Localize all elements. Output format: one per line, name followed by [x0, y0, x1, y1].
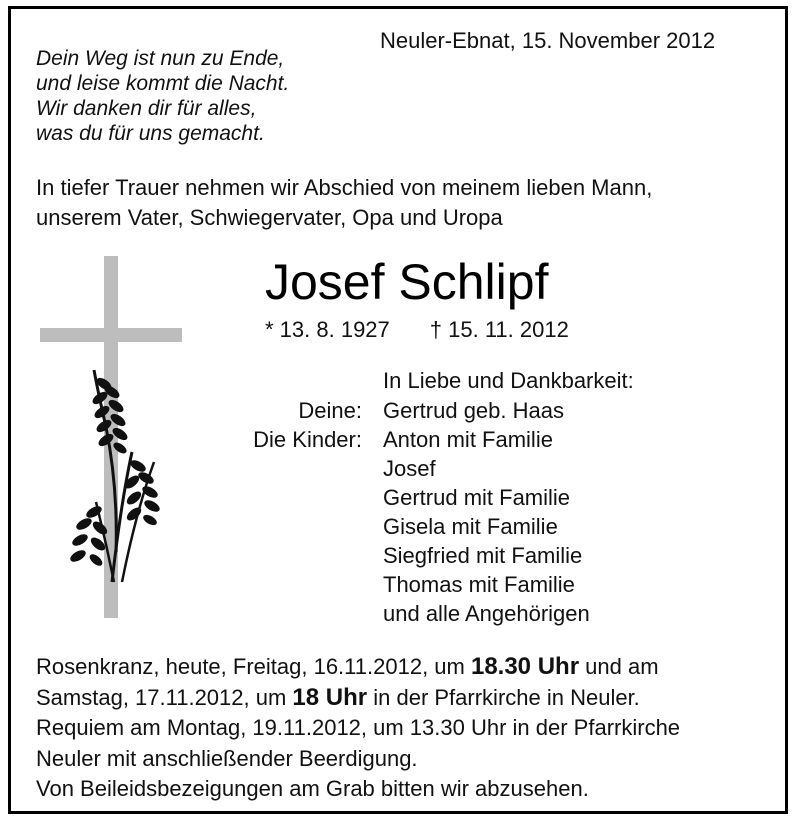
mourner-name: und alle Angehörigen	[383, 601, 590, 626]
mourner-name: Anton mit Familie	[383, 427, 553, 452]
info-text: in der Pfarrkirche in Neuler.	[367, 684, 640, 710]
poem-line: und leise kommt die Nacht.	[36, 72, 290, 95]
info-text: Samstag, 17.11.2012, um	[36, 684, 293, 710]
mourner-row	[230, 425, 590, 454]
poem	[36, 46, 289, 146]
mourner-name: Thomas mit Familie	[383, 572, 575, 597]
intro-line: In tiefer Trauer nehmen wir Abschied von meinem lieben Mann,	[36, 175, 653, 200]
intro-text	[36, 173, 652, 233]
mourner-row	[230, 541, 590, 570]
service-info	[36, 652, 680, 805]
mourner-row	[230, 483, 590, 512]
mourner-name: Gertrud geb. Haas	[383, 398, 564, 423]
mourner-label	[230, 483, 383, 512]
mourner-row	[230, 396, 590, 425]
mourner-row	[230, 570, 590, 599]
deceased-name: Josef Schlipf	[265, 254, 549, 310]
mourner-row	[230, 599, 590, 628]
intro-line: unserem Vater, Schwiegervater, Opa und Uropa	[36, 205, 503, 230]
mourner-label	[230, 541, 383, 570]
mourner-row	[230, 454, 590, 483]
info-line	[36, 683, 680, 714]
info-line: Neuler mit anschließender Beerdigung.	[36, 745, 418, 771]
mourner-name: Gertrud mit Familie	[383, 485, 571, 510]
mourners-list	[230, 396, 590, 628]
info-text: und am	[579, 654, 659, 679]
mourner-label: Deine:	[298, 398, 362, 423]
info-line: Von Beileidsbezeigungen am Grab bitten wir abzusehen.	[36, 776, 589, 801]
info-text: Rosenkranz, heute, Freitag, 16.11.2012, um	[36, 654, 471, 679]
life-dates	[265, 317, 569, 343]
mourners-heading: In Liebe und Dankbarkeit:	[383, 368, 634, 393]
mourner-label	[230, 599, 383, 628]
mourner-name: Gisela mit Familie	[383, 514, 558, 539]
mourner-label: Die Kinder:	[253, 427, 362, 452]
mourner-label	[230, 570, 383, 599]
death-date: † 15. 11. 2012	[429, 317, 569, 342]
info-line	[36, 652, 680, 683]
info-line: Requiem am Montag, 19.11.2012, um 13.30 Uhr in der Pfarrkirche	[36, 715, 681, 740]
cross-with-wheat-icon	[36, 252, 186, 622]
mourner-label	[230, 454, 383, 483]
place-date: Neuler-Ebnat, 15. November 2012	[380, 28, 716, 53]
mourner-label	[230, 512, 383, 541]
mourner-name: Josef	[383, 456, 436, 481]
rosary-time: 18.30 Uhr	[470, 653, 580, 680]
poem-line: Wir danken dir für alles,	[36, 97, 257, 120]
mourner-row	[230, 512, 590, 541]
mourner-name: Siegfried mit Familie	[383, 543, 583, 568]
birth-date: * 13. 8. 1927	[265, 317, 390, 342]
poem-line: Dein Weg ist nun zu Ende,	[36, 47, 285, 70]
poem-line: was du für uns gemacht.	[36, 122, 265, 145]
saturday-time: 18 Uhr	[292, 683, 368, 711]
